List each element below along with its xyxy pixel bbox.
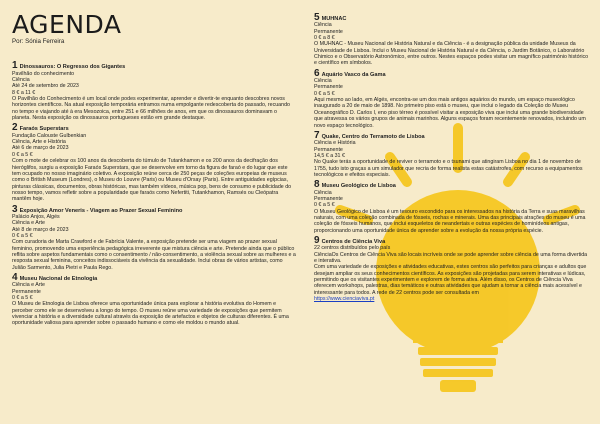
agenda-entry-5 — [314, 14, 590, 67]
entry-title: Centros de Ciência Viva — [321, 239, 386, 245]
entry-description: O Museu de Etnologia de Lisboa oferece uma oportunidade única para explorar a história evolutiva do Homem e perceber como ele se desenvolveu a longo do tempo. O museu reúne uma variedade de exposições que permitem vivenciar a história e a diversidade cultural através da exposição de artefactos e objetos de culturas diferentes. É uma oportunidade valiosa para aprender sobre o passado humano e como ele moldou o mundo atual. — [12, 301, 289, 327]
entry-price: 0 € a 5 € — [12, 295, 33, 302]
entry-description: O MUHNAC - Museu Nacional de História Natural e da Ciência - é a designação pública da unidade Museus da Universidade de Lisboa. Inclui o Museu Nacional de História Natural e da Ciência, o Jardim Botânico, o Laboratório Chimico e o Observatório Astronómico, entre outros. Nestes espaços podes visitar um magnífico património histórico e científico em símbolos. — [314, 41, 589, 67]
entry-title: Faraós Superstars — [19, 126, 69, 133]
entry-description: Com uma variedade de exposições e atividades educativas, estes centros são perfeitos para crianças e adultos que desejam ampliar os seus conhecimentos científicos. As exposições são projetadas para serem interativas e lúdicas, permitindo que os visitantes experimentem e explorem de forma ativa. Além disso, os Centros de Ciência Viva oferecem workshops, palestras, dias temáticos e outras atividades que ajudam a tornar a ciência mais acessível e interessante para todos. A rede de 22 centros pode ser consultada em — [314, 264, 587, 296]
entry-venue: Fundação Calouste Gulbenkian — [12, 132, 87, 139]
entry-price: 0 € a 5 € — [12, 232, 33, 239]
author-line: Por: Sónia Ferreira — [12, 38, 65, 45]
page-title: AGENDA — [12, 10, 122, 39]
entry-number: 2 — [12, 122, 18, 134]
entry-title: Museu Geológico de Lisboa — [321, 183, 396, 190]
entry-venue: Pavilhão do conhecimento — [12, 70, 75, 77]
agenda-entry-4 — [12, 274, 297, 327]
agenda-entry-2 — [12, 124, 297, 202]
agenda-entry-1 — [12, 62, 297, 121]
entry-category: Ciência — [314, 189, 332, 196]
entry-category: Ciência e Arte — [12, 282, 45, 289]
entry-category: Ciência e História — [314, 140, 356, 147]
entry-title: Exposição Amor Veneris - Viagem ao Prazer Sexual Feminino — [19, 207, 183, 214]
entry-dates: Até 8 de março de 2023 — [12, 226, 69, 233]
entry-description: Com curadoria de Marta Crawford e de Fabrícia Valente, a exposição pretende ser uma viagem ao prazer sexual feminino, promovendo uma experiência pedagógica irreverente que mistura ciência e arte. Pretende ainda que o público reflita sobre aspetos fundamentais como o consentimento / não-consentimento, a violência sexual sobre as mulheres e a resposta sexual feminina, conceitos indissociáveis da vivência da sexualidade. Inclui obras de vários artistas, como Julião Sarmento, Julia Pietri e Paula Rego. — [12, 239, 296, 271]
entry-price: 14,5 € a 31 € — [314, 152, 345, 159]
ciencia-viva-link[interactable]: https://www.cienciaviva.pt — [314, 296, 375, 303]
entry-number: 9 — [314, 235, 320, 246]
entry-dates: Até 24 de setembro de 2023 — [12, 83, 79, 90]
entry-description: No Quake terás a oportunidade de reviver o terramoto e o tsunami que atingiram Lisboa no dia 1 de novembro de 1755, tudo isto graças a um simulador que recria de forma realista estas catástrofes, com recurso a equipamentos tecnológicos e efeitos especiais. — [314, 159, 583, 178]
entry-venue: Palácio Anjos, Algés — [12, 213, 60, 220]
entry-dates: Permanente — [314, 28, 343, 35]
entry-number: 3 — [12, 203, 18, 215]
agenda-entry-3 — [12, 203, 297, 271]
entry-location: 22 centros distribuídos pelo país — [314, 245, 391, 252]
entry-description: O Museu Geológico de Lisboa é um tesouro escondido para os interessados na história da Terra e suas maravilhas naturais, com uma coleção combinada de fósseis, rochas e minerais. Uma das principais atrações do museu é uma coleção de fósseis humanos, que inclui esqueletos de neandertais e outras espécies de hominídeos antigas, proporcionando uma oportunidade única de aprender sobre a evolução da nossa própria espécie. — [314, 208, 586, 234]
entry-dates: Permanente — [12, 288, 41, 295]
entry-price: 0 € a 5 € — [314, 202, 335, 209]
entry-number: 8 — [314, 179, 320, 191]
entry-category: Ciência, Arte e História — [12, 139, 66, 146]
agenda-entry-7 — [314, 129, 590, 178]
entry-number: 1 — [12, 60, 18, 72]
entry-dates: Permanente — [314, 146, 343, 153]
entry-price: 0 € a 5 € — [314, 90, 335, 97]
left-column — [12, 0, 297, 330]
entry-price: 0 € a 8 € — [314, 35, 335, 42]
right-column — [314, 14, 590, 305]
entry-description: O Pavilhão do Conhecimento é um local onde podes experimentar, aprender e divertir-te enquanto descobres novos horizontes científicos. Na atual exposição temporária entramos numa empolgante redescoberta do passado, recuando no tempo e viajando até à era Mesozoica, entre 251 e 66 milhões de anos, em que os dinossauros dominavam o planeta. Nesta exposição os dinossauros portugueses estão em grande destaque. — [12, 96, 290, 122]
agenda-entry-6 — [314, 67, 590, 129]
entry-price: 0 € a 5 € — [12, 151, 33, 158]
entry-title: MUHNAC — [321, 16, 347, 22]
entry-number: 7 — [314, 129, 320, 141]
agenda-entry-8 — [314, 181, 590, 234]
entry-number: 6 — [314, 67, 320, 79]
entry-description: Aqui mesmo ao lado, em Algés, encontra-se um dos mais antigos aquários do mundo, um espaço museológico inaugurado a 20 de maio de 1898. No primeiro piso está o museu, que inclui o legado da Coleção do Museu Oceanográfico D. Carlos I, eno piso térreo é possível visitar a exposição viva que inclui uma grande biodiversidade que atravessa os vários grupos de animais marinhos. Alguns espaços foram recentemente renovados, incluindo um novo espaço tecnológico. — [314, 97, 586, 129]
entry-category: Ciência — [314, 22, 332, 29]
entry-dates: Permanente — [314, 195, 343, 202]
entry-title: Dinossauros: O Regresso dos Gigantes — [19, 64, 126, 71]
entry-dates: Permanente — [314, 84, 343, 91]
entry-category: Ciência e Arte — [12, 220, 45, 227]
entry-dates: Até 6 de março de 2023 — [12, 145, 69, 152]
agenda-entry-9 — [314, 237, 590, 302]
entry-category: Ciência — [314, 78, 332, 85]
entry-category: Ciência — [12, 77, 30, 84]
entry-price: 8 € a 11 € — [12, 89, 36, 96]
entry-title: Museu Nacional de Etnologia — [19, 276, 98, 282]
entry-title: Aquário Vasco da Gama — [321, 71, 386, 78]
entry-description: Com o mote de celebrar os 100 anos da descoberta do túmulo de Tutankhamon e os 200 anos da decifração dos hieróglifos, surgiu a exposição Faraós Superstars, que se desenvolve em torno da figura de faraó e do lugar que este tem ocupado no nosso imaginário coletivo. A exposição reúne cerca de 250 peças de coleções europeias de museus como o British Museum (Londres), o Museu do Louvre (Paris) ou Museu d'Orsay (Paris). Entre antiguidades egípcias, pinturas clássicas, documentos, obras históricas, mas também vídeos, música pop, bens de consumo e publicidade do nosso tempo, vamos refletir sobre a popularidade que faraós como Nefertiti, Tutankhamon, Ramsés ou Cleópatra mantêm hoje. — [12, 158, 292, 203]
entry-intro: CiênciaOs Centros de Ciência Viva são locais incríveis onde se pode aprender sobre ciência de uma forma divertida e interativa. — [314, 251, 588, 265]
entry-number: 4 — [12, 272, 18, 283]
entry-number: 5 — [314, 12, 320, 23]
entry-title: Quake, Centro do Terramoto de Lisboa — [321, 133, 425, 140]
